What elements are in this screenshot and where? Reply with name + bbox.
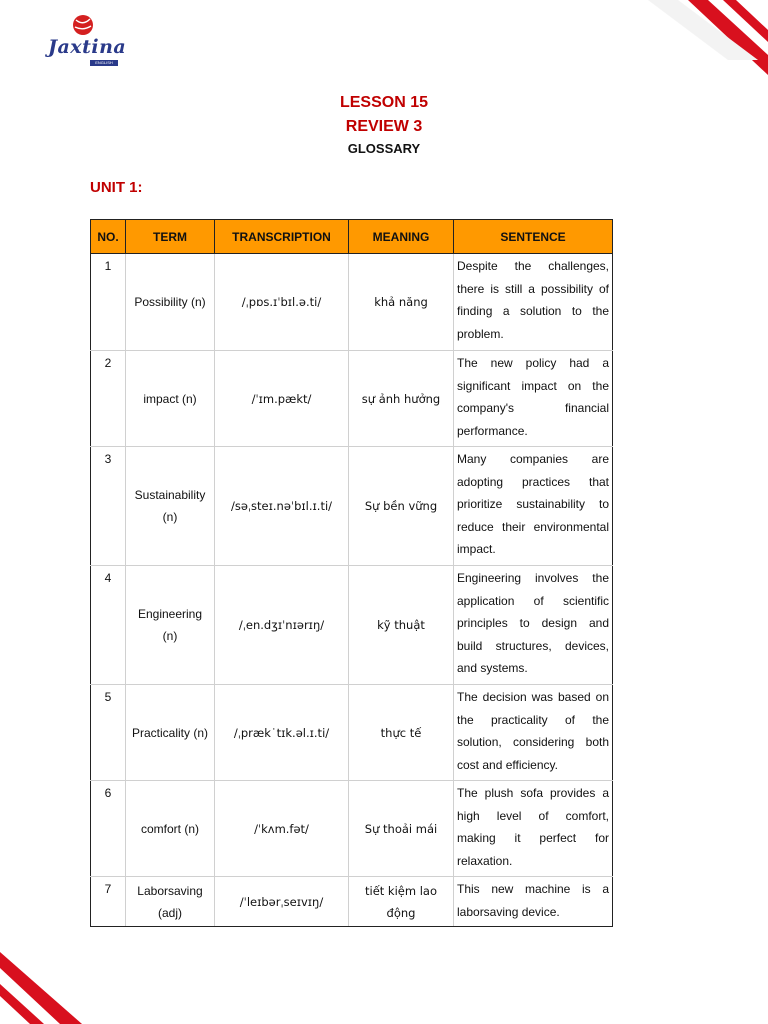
row-term: Engineering (n) bbox=[126, 566, 215, 685]
unit-heading: UNIT 1: bbox=[90, 179, 143, 196]
row-transcription: /səˌsteɪ.nəˈbɪl.ɪ.ti/ bbox=[215, 447, 349, 566]
row-sentence: Many companies are adopting practices that prioritize sustainability to reduce their environmental impact. bbox=[454, 447, 613, 566]
row-no: 6 bbox=[91, 781, 126, 877]
row-sentence: The new policy had a significant impact on the company's financial performance. bbox=[454, 351, 613, 447]
row-transcription: /ˌpɒs.ɪˈbɪl.ə.ti/ bbox=[215, 254, 349, 351]
row-transcription: /ˈɪm.pækt/ bbox=[215, 351, 349, 447]
glossary-table bbox=[90, 219, 613, 927]
row-no: 3 bbox=[91, 447, 126, 566]
table-row bbox=[91, 447, 613, 566]
row-sentence: The plush sofa provides a high level of comfort, making it perfect for relaxation. bbox=[454, 781, 613, 877]
row-transcription: /ˌpræk˙tɪk.əl.ɪ.ti/ bbox=[215, 685, 349, 781]
row-term: Laborsaving (adj) bbox=[126, 877, 215, 927]
row-meaning: Sự thoải mái bbox=[349, 781, 454, 877]
row-sentence: The decision was based on the practicality of the solution, considering both cost and efficiency. bbox=[454, 685, 613, 781]
table-row bbox=[91, 877, 613, 927]
table-row bbox=[91, 566, 613, 685]
header-no: NO. bbox=[91, 220, 126, 254]
brand-logo bbox=[48, 14, 127, 66]
row-no: 4 bbox=[91, 566, 126, 685]
header-meaning: MEANING bbox=[349, 220, 454, 254]
corner-stripes-top-right bbox=[628, 0, 768, 80]
logo-wordmark: Jaxtina bbox=[48, 36, 127, 58]
row-meaning: kỹ thuật bbox=[349, 566, 454, 685]
row-meaning: thực tế bbox=[349, 685, 454, 781]
row-sentence: This new machine is a laborsaving device. bbox=[454, 877, 613, 927]
logo-ball-icon bbox=[72, 14, 94, 36]
header-term: TERM bbox=[126, 220, 215, 254]
row-no: 5 bbox=[91, 685, 126, 781]
row-no: 2 bbox=[91, 351, 126, 447]
header-sentence: SENTENCE bbox=[454, 220, 613, 254]
table-row bbox=[91, 781, 613, 877]
table-row bbox=[91, 254, 613, 351]
review-title: REVIEW 3 bbox=[345, 118, 423, 135]
row-sentence: Despite the challenges, there is still a possibility of finding a solution to the problem. bbox=[454, 254, 613, 351]
row-term: Practicality (n) bbox=[126, 685, 215, 781]
row-term: impact (n) bbox=[126, 351, 215, 447]
row-meaning: sự ảnh hưởng bbox=[349, 351, 454, 447]
lesson-title: LESSON 15 bbox=[339, 94, 429, 111]
row-transcription: /ˈleɪbərˌseɪvɪŋ/ bbox=[215, 877, 349, 927]
row-meaning: khả năng bbox=[349, 254, 454, 351]
row-no: 7 bbox=[91, 877, 126, 927]
page-header bbox=[0, 0, 768, 72]
row-meaning: Sự bền vững bbox=[349, 447, 454, 566]
header-transcription: TRANSCRIPTION bbox=[215, 220, 349, 254]
row-term: Possibility (n) bbox=[126, 254, 215, 351]
table-row bbox=[91, 351, 613, 447]
row-term: comfort (n) bbox=[126, 781, 215, 877]
glossary-subtitle: GLOSSARY bbox=[347, 141, 421, 156]
row-transcription: /ˌen.dʒɪˈnɪərɪŋ/ bbox=[215, 566, 349, 685]
row-transcription: /ˈkʌm.fət/ bbox=[215, 781, 349, 877]
row-meaning: tiết kiệm lao động bbox=[349, 877, 454, 927]
corner-stripes-bottom-left bbox=[0, 944, 110, 1024]
logo-tag: ENGLISH bbox=[90, 60, 118, 66]
table-row bbox=[91, 685, 613, 781]
row-term: Sustainability (n) bbox=[126, 447, 215, 566]
row-no: 1 bbox=[91, 254, 126, 351]
row-sentence: Engineering involves the application of scientific principles to design and build structures, devices, and systems. bbox=[454, 566, 613, 685]
table-header-row bbox=[91, 220, 613, 254]
